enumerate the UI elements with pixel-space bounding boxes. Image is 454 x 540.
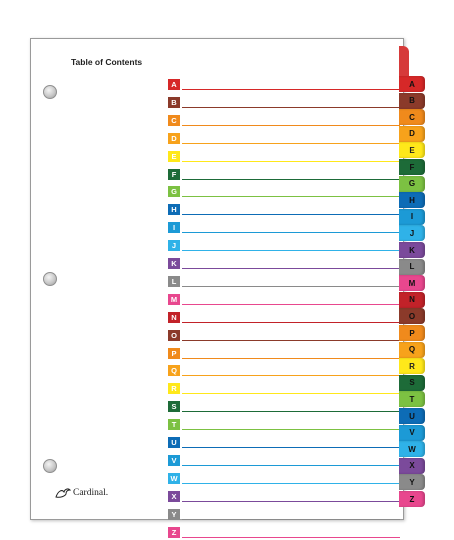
toc-title: Table of Contents [71,57,143,67]
row-line-s [182,411,400,412]
row-letter-m: M [168,294,180,305]
row-line-w [182,483,400,484]
punch-hole-top [43,85,57,99]
tab-e[interactable]: E [399,142,425,158]
row-line-u [182,447,400,448]
tab-s[interactable]: S [399,375,425,391]
row-letter-x: X [168,491,180,502]
tab-w[interactable]: W [399,441,425,457]
tab-strip-top [399,46,409,76]
row-letter-o: O [168,330,180,341]
row-letter-l: L [168,276,180,287]
row-line-m [182,304,400,305]
tab-y[interactable]: Y [399,474,425,490]
row-letter-t: T [168,419,180,430]
row-letter-z: Z [168,527,180,538]
row-line-y [182,519,400,520]
tab-t[interactable]: T [399,391,425,407]
tab-p[interactable]: P [399,325,425,341]
row-letter-r: R [168,383,180,394]
punch-hole-middle [43,272,57,286]
row-line-h [182,214,400,215]
tab-f[interactable]: F [399,159,425,175]
row-line-a [182,89,400,90]
row-line-o [182,340,400,341]
row-line-x [182,501,400,502]
row-letter-b: B [168,97,180,108]
bird-icon [55,487,71,499]
tab-g[interactable]: G [399,176,425,192]
row-line-d [182,143,400,144]
row-letter-k: K [168,258,180,269]
tab-m[interactable]: M [399,275,425,291]
row-letter-v: V [168,455,180,466]
row-line-p [182,358,400,359]
row-line-c [182,125,400,126]
row-line-i [182,232,400,233]
row-letter-u: U [168,437,180,448]
tab-k[interactable]: K [399,242,425,258]
row-letter-f: F [168,169,180,180]
row-line-v [182,465,400,466]
tab-r[interactable]: R [399,358,425,374]
tab-z[interactable]: Z [399,491,425,507]
row-letter-q: Q [168,365,180,376]
row-letter-s: S [168,401,180,412]
row-line-z [182,537,400,538]
row-letter-j: J [168,240,180,251]
punch-hole-bottom [43,459,57,473]
row-line-e [182,161,400,162]
row-letter-d: D [168,133,180,144]
tab-c[interactable]: C [399,109,425,125]
tab-u[interactable]: U [399,408,425,424]
row-line-j [182,250,400,251]
row-line-b [182,107,400,108]
tab-i[interactable]: I [399,209,425,225]
row-letter-y: Y [168,509,180,520]
row-letter-c: C [168,115,180,126]
row-letter-p: P [168,348,180,359]
row-line-k [182,268,400,269]
row-line-n [182,322,400,323]
tab-j[interactable]: J [399,225,425,241]
tab-n[interactable]: N [399,292,425,308]
row-line-g [182,196,400,197]
row-letter-w: W [168,473,180,484]
tab-h[interactable]: H [399,192,425,208]
row-line-f [182,179,400,180]
toc-page [30,38,404,537]
tab-l[interactable]: L [399,259,425,275]
row-letter-e: E [168,151,180,162]
row-line-l [182,286,400,287]
tab-o[interactable]: O [399,308,425,324]
tab-b[interactable]: B [399,93,425,109]
tab-q[interactable]: Q [399,342,425,358]
row-line-q [182,375,400,376]
row-letter-h: H [168,204,180,215]
tab-d[interactable]: D [399,126,425,142]
row-letter-g: G [168,186,180,197]
tab-x[interactable]: X [399,458,425,474]
row-line-r [182,393,400,394]
row-letter-a: A [168,79,180,90]
row-letter-i: I [168,222,180,233]
tab-v[interactable]: V [399,425,425,441]
brand-name: Cardinal. [73,488,109,498]
cardinal-logo [55,487,108,499]
row-letter-n: N [168,312,180,323]
tab-a[interactable]: A [399,76,425,92]
row-line-t [182,429,400,430]
